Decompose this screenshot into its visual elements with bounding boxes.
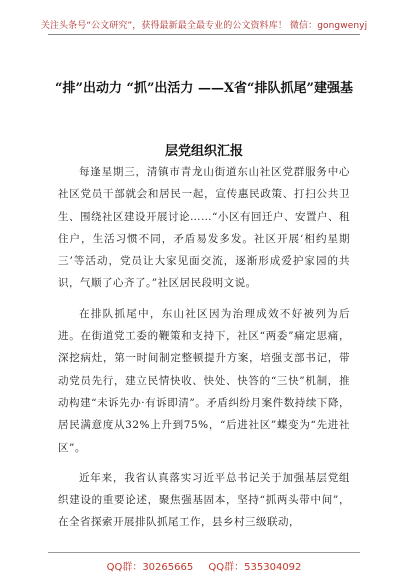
footer-qq-group-1: QQ群：30265665 xyxy=(106,562,194,573)
document-title-continued: 层党组织汇报 xyxy=(164,144,243,159)
document-body xyxy=(58,161,350,542)
paragraph: 在排队抓尾中，东山社区因为治理成效不好被列为后进。在街道党工委的鞭策和支持下，社区“两委”痛定思痛，深挖病灶，第一时间制定整顿提升方案，培强支部书记，带动党员先行，建立民情快收、快处、快答的“三快”机制，推动构建“未诉先办·有诉即清”。矛盾纠纷月案件数持续下降，居民满意度从32%上升到75%，“后进社区”蝶变为“先进社区”。 xyxy=(58,307,350,454)
document-title: “排”出动力 “抓”出活力 ——X省“排队抓尾”建强基 xyxy=(54,81,353,96)
footer-divider xyxy=(48,552,360,553)
paragraph: 近年来，我省认真落实习近平总书记关于加强基层党组织建设的重要论述，聚焦强基固本，坚持“抓两头带中间”，在全省探索开展排队抓尾工作，县乡村三级联动， xyxy=(58,471,350,529)
footer-qq-group-2: QQ群：535304092 xyxy=(208,562,302,573)
header-divider xyxy=(48,34,360,35)
header-notice: 关注头条号“公文研究”，获得最新最全最专业的公文资料库！ 微信：gongwenyj xyxy=(40,21,368,31)
paragraph: 每逢星期三，清镇市青龙山街道东山社区党群服务中心社区党员干部就会和居民一起，宣传惠民政策、打扫公共卫生、围绕社区建设开展讨论……“小区有回迁户、安置户、租住户，生活习惯不同，矛盾易发多发。社区开展‘相约星期三’等活动，党员让大家见面交流，逐渐形成爱护家园的共识，气顺了心齐了。”社区居民段明文说。 xyxy=(58,166,350,290)
footer xyxy=(0,558,408,573)
